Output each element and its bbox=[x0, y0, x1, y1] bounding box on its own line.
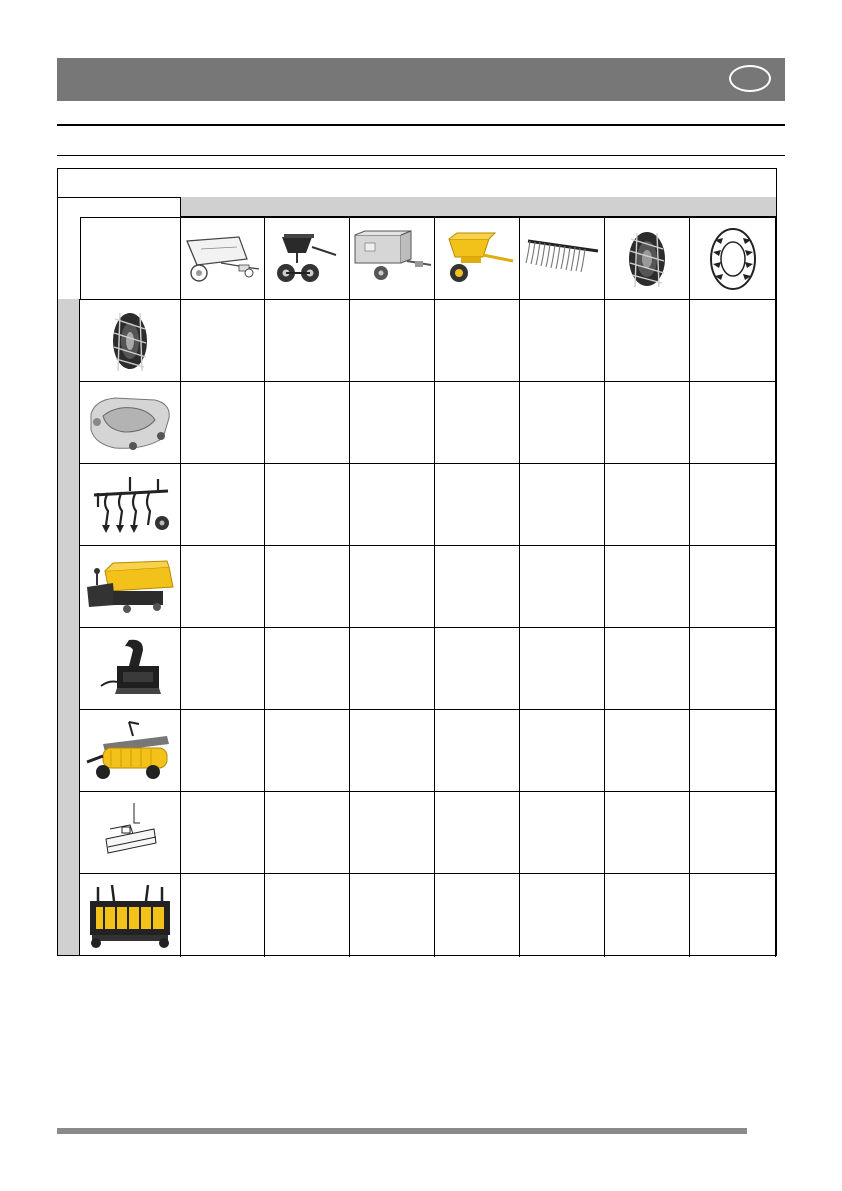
table-cell bbox=[265, 545, 350, 627]
table-cell bbox=[435, 709, 520, 791]
table-title-row bbox=[58, 169, 776, 198]
section-rule-bottom bbox=[57, 155, 785, 156]
table-cell bbox=[520, 709, 605, 791]
table-cell bbox=[350, 463, 435, 545]
col-header-broadcast-spreader bbox=[265, 217, 350, 299]
snow-chain-icon bbox=[617, 227, 677, 291]
table-cell bbox=[350, 627, 435, 709]
table-cell bbox=[435, 791, 520, 873]
snow-chain-icon bbox=[102, 307, 158, 375]
table-cell bbox=[180, 545, 265, 627]
table-cell bbox=[520, 791, 605, 873]
table-cell bbox=[350, 709, 435, 791]
row-header-cultivator bbox=[80, 463, 181, 545]
table-cell bbox=[520, 873, 605, 957]
flail-mower-icon bbox=[84, 881, 176, 951]
table-cell bbox=[435, 873, 520, 957]
col-header-lawn-sweeper bbox=[350, 217, 435, 299]
table-cell bbox=[605, 545, 690, 627]
rake-icon bbox=[522, 229, 602, 289]
yellow-spreader-icon bbox=[439, 229, 515, 289]
table-cell bbox=[690, 873, 776, 957]
table-cell bbox=[265, 381, 350, 463]
column-group-band bbox=[180, 197, 776, 217]
lawn-sweeper-icon bbox=[351, 229, 433, 289]
table-cell bbox=[520, 627, 605, 709]
row-header-cutting-deck bbox=[80, 381, 181, 463]
header-bar bbox=[57, 58, 785, 101]
dump-cart-icon bbox=[181, 229, 263, 289]
table-cell bbox=[690, 299, 776, 381]
table-cell bbox=[520, 463, 605, 545]
table-cell bbox=[265, 627, 350, 709]
table-cell bbox=[520, 381, 605, 463]
sweeper-collector-icon bbox=[83, 557, 177, 617]
table-cell bbox=[605, 299, 690, 381]
table-cell bbox=[605, 873, 690, 957]
dozer-blade-icon bbox=[100, 799, 160, 867]
table-cell bbox=[350, 381, 435, 463]
table-cell bbox=[350, 299, 435, 381]
col-header-rake bbox=[520, 217, 605, 299]
row-header-flail-mower bbox=[80, 873, 181, 957]
broadcast-spreader-icon bbox=[272, 229, 342, 289]
table-cell bbox=[605, 463, 690, 545]
corner-cell bbox=[80, 217, 181, 299]
table-cell bbox=[435, 381, 520, 463]
table-cell bbox=[605, 791, 690, 873]
table-cell bbox=[180, 791, 265, 873]
table-cell bbox=[435, 463, 520, 545]
table-cell bbox=[350, 873, 435, 957]
language-badge bbox=[729, 65, 771, 92]
table-cell bbox=[350, 545, 435, 627]
table-cell bbox=[605, 381, 690, 463]
table-cell bbox=[265, 463, 350, 545]
snow-thrower-icon bbox=[95, 636, 165, 702]
table-cell bbox=[180, 463, 265, 545]
table-cell bbox=[605, 709, 690, 791]
table-cell bbox=[435, 627, 520, 709]
row-header-snow-chain bbox=[80, 299, 181, 381]
table-cell bbox=[690, 545, 776, 627]
table-cell bbox=[690, 381, 776, 463]
table-cell bbox=[690, 791, 776, 873]
table-cell bbox=[265, 299, 350, 381]
table-cell bbox=[265, 709, 350, 791]
section-rule-top bbox=[57, 124, 785, 126]
rotary-brush-icon bbox=[83, 718, 177, 784]
col-header-dump-cart bbox=[180, 217, 265, 299]
table-cell bbox=[690, 709, 776, 791]
table-cell bbox=[180, 299, 265, 381]
table-cell bbox=[605, 627, 690, 709]
table-cell bbox=[265, 791, 350, 873]
table-cell bbox=[435, 299, 520, 381]
table-cell bbox=[435, 545, 520, 627]
table-cell bbox=[690, 463, 776, 545]
compatibility-table bbox=[57, 168, 777, 956]
table-cell bbox=[520, 545, 605, 627]
row-header-sweeper-collector bbox=[80, 545, 181, 627]
col-header-tyre bbox=[690, 217, 776, 299]
table-cell bbox=[350, 791, 435, 873]
table-cell bbox=[265, 873, 350, 957]
table-cell bbox=[690, 627, 776, 709]
table-cell bbox=[180, 709, 265, 791]
table-cell bbox=[520, 299, 605, 381]
table-cell bbox=[180, 627, 265, 709]
row-header-dozer-blade bbox=[80, 791, 181, 873]
table-cell bbox=[180, 381, 265, 463]
cutting-deck-icon bbox=[85, 392, 175, 454]
footer-bar bbox=[57, 1128, 747, 1134]
tyre-icon bbox=[707, 226, 759, 292]
col-header-snow-chain bbox=[605, 217, 690, 299]
row-header-snow-thrower bbox=[80, 627, 181, 709]
table-cell bbox=[180, 873, 265, 957]
row-header-rotary-brush bbox=[80, 709, 181, 791]
cultivator-icon bbox=[88, 473, 172, 537]
row-group-band bbox=[58, 299, 80, 955]
col-header-yellow-spreader bbox=[435, 217, 520, 299]
